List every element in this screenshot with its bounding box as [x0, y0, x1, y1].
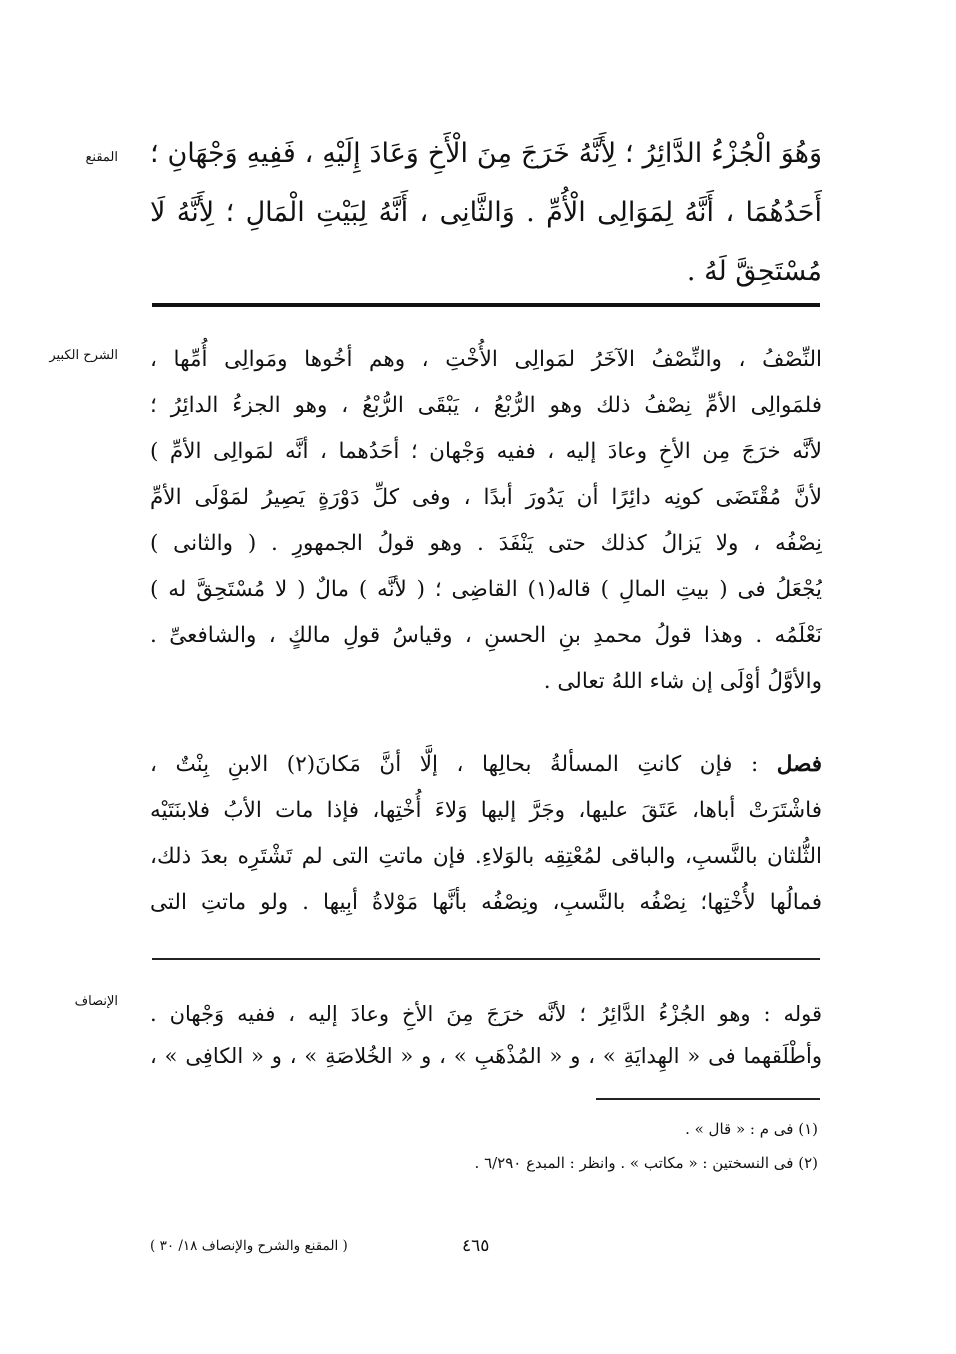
fasl-heading: فصل: [776, 752, 822, 777]
sharh-line-2: فلمَوالِى الأمِّ نِصْفُ ذلك وهو الرُّبْعُ ، يَبْقَى الرُّبْعُ ، وهو الجزءُ الدائِرُ ؛: [150, 393, 822, 418]
page-number: ٤٦٥: [462, 1236, 490, 1256]
footnotes: [150, 1112, 818, 1180]
fasl-line-1-text: : فإن كانتِ المسألةُ بحالِها ، إلَّا أنَّ مَكانَ(٢) الابنِ بِنْتٌ ،: [150, 752, 759, 777]
fasl-paragraph: [150, 742, 822, 926]
fasl-line-4: فمالُها لأُخْتِها؛ نِصْفُه بالنَّسبِ، ونِصْفُه بأنَّها مَوْلاةُ أبِيها . ولو ماتتِ التى: [150, 890, 822, 915]
section-divider-heavy: [152, 303, 820, 307]
footnote-1: (١) فى م : « قال » .: [685, 1120, 818, 1138]
matn-line-3: مُسْتَحِقَّ لَهُ .: [686, 256, 822, 287]
matn-line-1: وَهُوَ الْجُزْءُ الدَّائِرُ ؛ لِأَنَّهُ خَرَجَ مِنَ الْأَخِ وَعَادَ إِلَيْهِ ، فَفِيهِ وَجْهَانِ ؛: [150, 138, 822, 169]
insaf-line-1: قوله : وهو الجُزْءُ الدَّائِرُ ؛ لأنَّه خرَجَ مِنَ الأخِ وعادَ إليه ، ففيه وَجْهان .: [150, 1002, 822, 1026]
sharh-line-1: النِّصْفُ ، والنِّصْفُ الآخَرُ لمَوالِى الأُخْتِ ، وهم أخُوها ومَوالِى أُمِّها ،: [150, 347, 822, 372]
insaf-section: [150, 993, 822, 1077]
matn-section: [150, 124, 822, 301]
sharh-line-5: نِصْفُه ، ولا يَزالُ كذلك حتى يَنْفَدَ . وهو قولُ الجمهورِ . ( والثانى ): [150, 531, 822, 556]
fasl-line-1: [150, 742, 822, 788]
matn-line-2: أَحَدُهُمَا ، أَنَّهُ لِمَوَالِى الْأُمِّ . وَالثَّانِى ، أَنَّهُ لِبَيْتِ الْمَالِ ؛ لِأَنَّهُ لَا: [150, 197, 822, 228]
volume-reference: ( المقنع والشرح والإنصاف ١٨/ ٣٠ ): [150, 1238, 348, 1254]
footnote-2: (٢) فى النسختين : « مكاتب » . وانظر : المبدع ٦/٢٩٠ .: [474, 1154, 818, 1172]
fasl-line-3: الثُّلثان بالنَّسبِ، والباقى لمُعْتِقِه بالوَلاءِ. فإن ماتتِ التى لم تَشْتَرِه بعدَ ذلك،: [150, 844, 822, 869]
insaf-line-2: وأطْلَقهما فى « الهِدايَةِ » ، و « المُذْهَبِ » ، و « الخُلاصَةِ » ، و « الكافِى » ،: [150, 1044, 822, 1068]
sharh-line-8: والأوَّلُ أوْلَى إن شاء اللهُ تعالى .: [543, 669, 822, 694]
label-insaf: الإنصاف: [74, 994, 118, 1009]
sharh-line-6: يُجْعَلُ فى ( بيتِ المالِ ) قاله(١) القاضِى ؛ ( لأنَّه ) مالٌ ( لا مُسْتَحِقَّ له ): [150, 577, 822, 602]
sharh-section: [150, 337, 822, 705]
label-sharh: الشرح الكبير: [49, 348, 118, 363]
sharh-line-4: لأنَّ مُقْتَضَى كونِه دائِرًا أن يَدُورَ أبدًا ، وفى كلِّ دَوْرَةٍ يَصِيرُ لمَوْلَى الأمِّ: [150, 485, 822, 510]
sharh-line-7: نَعْلَمُه . وهذا قولُ محمدِ بنِ الحسنِ ، وقياسُ قولِ مالكٍ ، والشافعىِّ .: [150, 623, 822, 648]
fasl-line-2: فاشْتَرَتْ أباها، عَتَقَ عليها، وجَرَّ إليها وَلاءَ أُخْتِها، فإذا مات الأبُ فلابنَتَيْه: [150, 798, 822, 823]
sharh-line-3: لأنَّه خرَجَ مِن الأخِ وعادَ إليه ، ففيه وَجْهان ؛ أحَدُهما ، أنَّه لمَوالِى الأمِّ ): [150, 439, 822, 464]
label-muqni: المقنع: [85, 150, 118, 165]
footnote-divider: [596, 1098, 820, 1100]
section-divider-thin: [152, 958, 820, 960]
